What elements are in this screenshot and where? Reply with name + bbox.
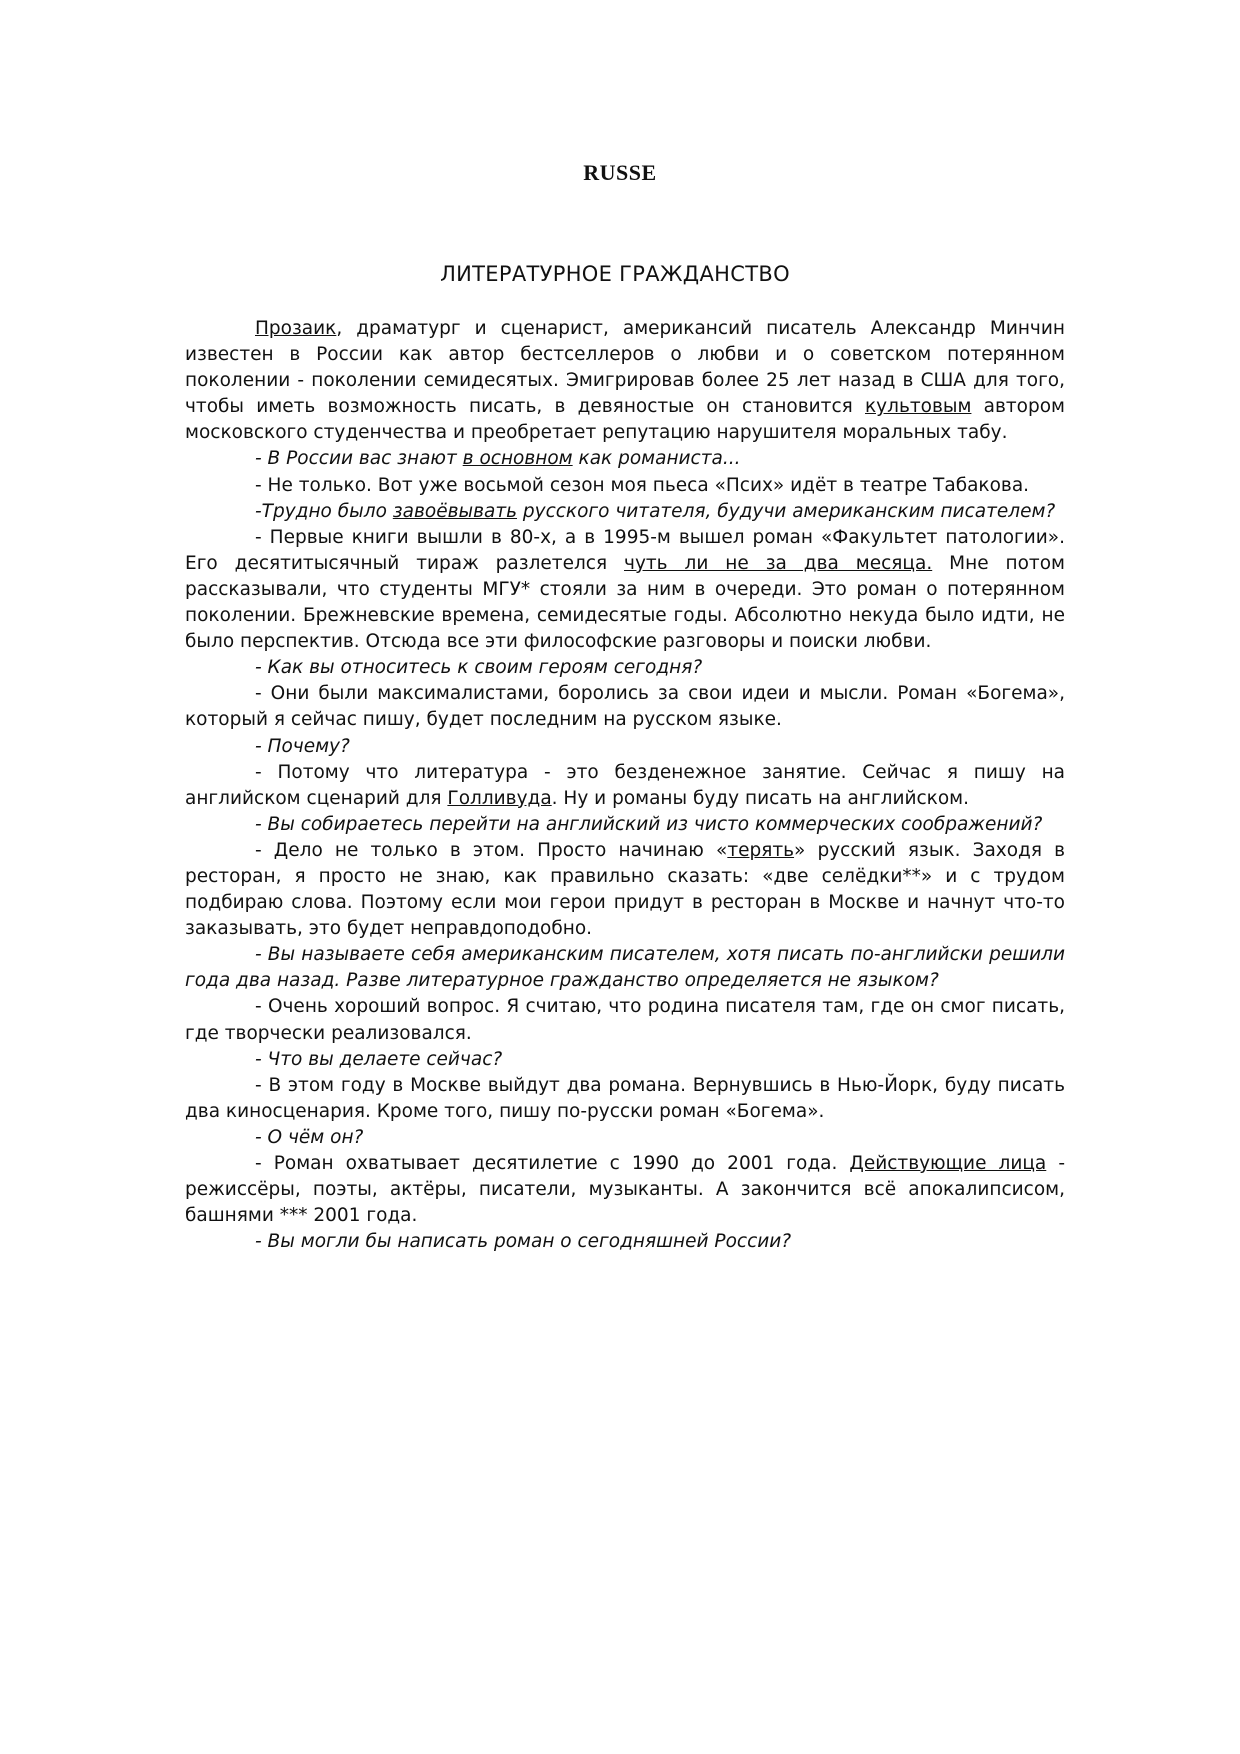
underlined-word: в основном: [462, 448, 573, 470]
question: -Трудно было завоёвывать русского читателя, будучи американским писателем?: [255, 500, 1056, 522]
underlined-word: терять: [727, 839, 795, 861]
underlined-word: Голливуда: [447, 787, 552, 809]
underlined-word: культовым: [865, 396, 972, 418]
underlined-word: чуть ли не за два месяца.: [624, 552, 933, 574]
question: - Что вы делаете сейчас?: [255, 1048, 503, 1070]
answer: - Не только. Вот уже восьмой сезон моя пьеса «Псих» идёт в театре Табакова.: [255, 474, 1030, 496]
question: - Как вы относитесь к своим героям сегодня?: [255, 657, 703, 679]
underlined-word: Прозаик: [255, 318, 337, 339]
article-body: [185, 316, 1065, 1255]
intro-paragraph: Прозаик, драматург и сценарист, американсий писатель Александр Минчин известен в России как автор бестселлеров о любви и о советском потерянном поколении - поколении семидесятых. Эмигрировав более 25 лет назад в США для того, чтобы иметь возможность писать, в девяностые он становится культовым автором московского студенчества и преобретает репутацию нарушителя моральных табу.: [185, 318, 1066, 444]
question: - О чём он?: [255, 1126, 364, 1148]
answer: - Дело не только в этом. Просто начинаю «терять» русский язык. Заходя в ресторан, я просто не знаю, как правильно сказать: «две селёдки**» и с трудом подбираю слова. Поэтому если мои герои придут в ресторан в Москве и начнут что-то заказывать, это будет неправдоподобно.: [185, 839, 1065, 940]
question: - Вы называете себя американским писателем, хотя писать по-английски решили года два назад. Разве литературное гражданство определяется не языком?: [185, 944, 1065, 992]
article-title: ЛИТЕРАТУРНОЕ ГРАЖДАНСТВО: [440, 262, 790, 286]
answer: - Роман охватывает десятилетие с 1990 до 2001 года. Действующие лица - режиссёры, поэты, актёры, писатели, музыканты. А закончится всё апокалипсисом, башнями *** 2001 года.: [185, 1153, 1066, 1227]
answer: - Потому что литература - это безденежное занятие. Сейчас я пишу на английском сценарий для Голливуда. Ну и романы буду писать на английском.: [185, 761, 1065, 809]
answer: - Очень хороший вопрос. Я считаю, что родина писателя там, где он смог писать, где творчески реализовался.: [185, 996, 1065, 1044]
underlined-word: завоёвывать: [392, 500, 518, 522]
question: - Вы могли бы написать роман о сегодняшней России?: [255, 1231, 792, 1253]
answer: - Они были максималистами, боролись за свои идеи и мысли. Роман «Богема», который я сейчас пишу, будет последним на русском языке.: [185, 683, 1065, 731]
answer: - Первые книги вышли в 80-х, а в 1995-м вышел роман «Факультет патологии». Его десятитысячный тираж разлетелся чуть ли не за два месяца. Мне потом рассказывали, что студенты МГУ* стояли за ним в очереди. Это роман о потерянном поколении. Брежневские времена, семидесятые годы. Абсолютно некуда было идти, не было перспектив. Отсюда все эти философские разговоры и поиски любви.: [185, 526, 1065, 653]
answer: - В этом году в Москве выйдут два романа. Вернувшись в Нью-Йорк, буду писать два киносценария. Кроме того, пишу по-русски роман «Богема».: [185, 1074, 1065, 1122]
page-header: RUSSE: [583, 160, 657, 185]
underlined-word: Действующие лица: [849, 1153, 1047, 1174]
question: - Вы собираетесь перейти на английский из чисто коммерческих соображений?: [255, 813, 1043, 835]
question: - Почему?: [255, 735, 350, 757]
question: - В России вас знают в основном как романиста...: [255, 448, 741, 470]
